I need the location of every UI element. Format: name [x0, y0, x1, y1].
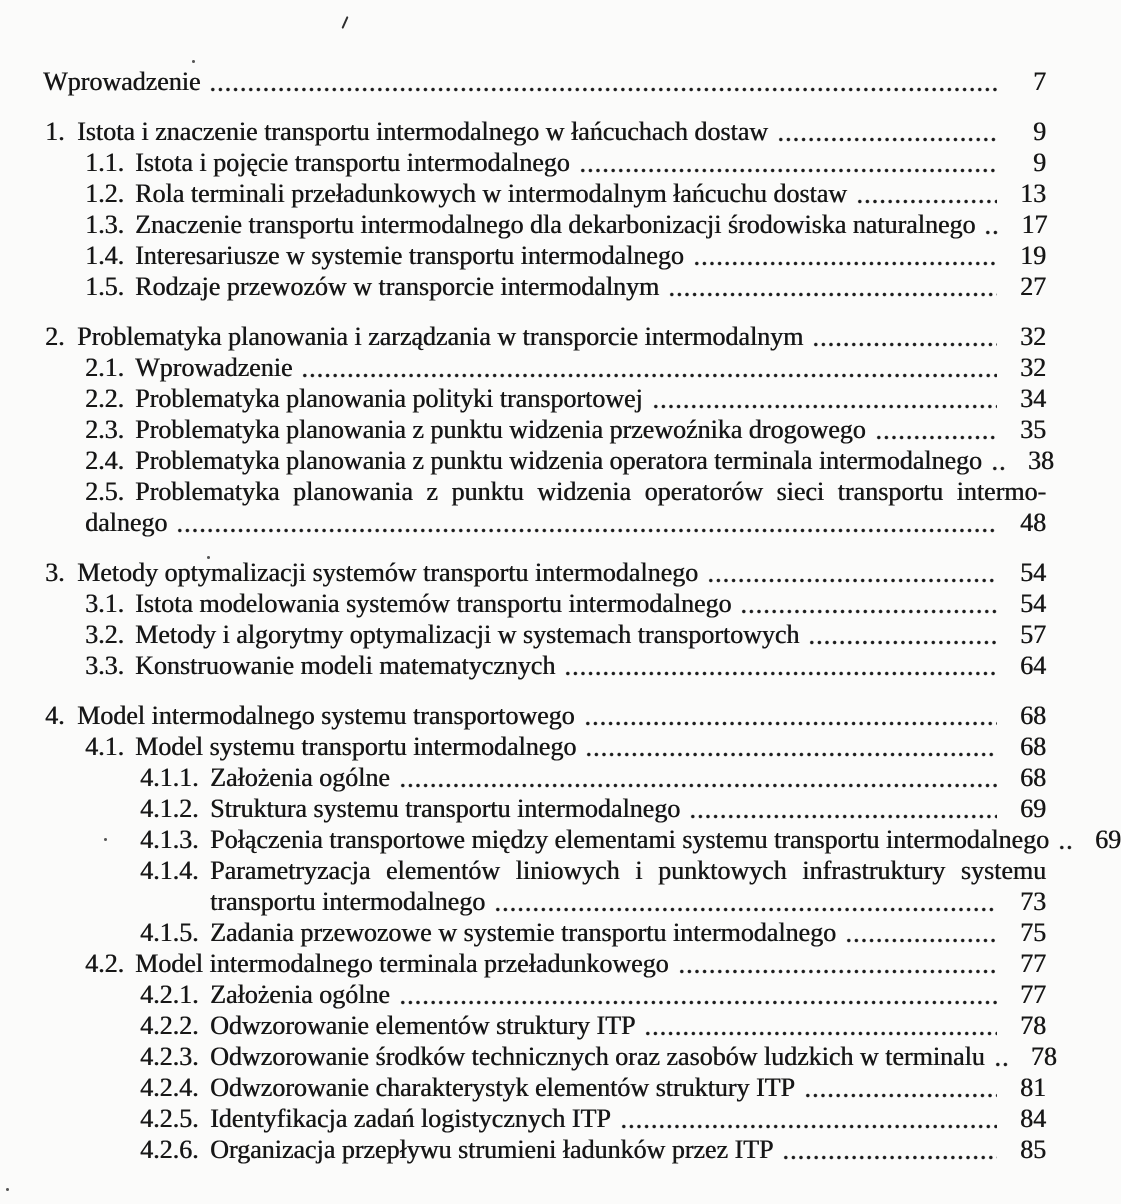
toc-entry-title: Znaczenie transportu intermodalnego dla dekarbonizacji środowiska naturalnego: [135, 210, 976, 239]
toc-entry-number: 2.2.: [85, 384, 124, 413]
dot-leader: [652, 403, 997, 410]
toc-entry: [43, 178, 1046, 209]
toc-entry: [43, 886, 1046, 917]
toc-entry-title: Model intermodalnego systemu transportowego: [77, 701, 575, 730]
toc-entry-title: Metody i algorytmy optymalizacji w systemach transportowych: [135, 620, 800, 649]
toc-entry-title: Założenia ogólne: [210, 980, 390, 1009]
toc-entry-page: 32: [1020, 353, 1046, 382]
toc-entry: [43, 1041, 1057, 1072]
toc-entry-page: 78: [1020, 1011, 1046, 1040]
toc-entry-number: 4.1.2.: [140, 794, 199, 823]
dot-leader: [1058, 844, 1072, 851]
toc-entry-page: 34: [1020, 384, 1046, 413]
dot-leader: [399, 782, 997, 789]
toc-entry: [43, 979, 1046, 1010]
toc-entry-number: 3.2.: [85, 620, 124, 649]
dot-leader: [209, 86, 997, 93]
dot-leader: [564, 670, 997, 677]
toc-entry-title: Parametryzacja elementów liniowych i punktowych infrastruktury systemu: [210, 856, 1046, 885]
dot-leader: [301, 372, 997, 379]
dot-leader: [812, 341, 997, 348]
toc-entry-page: 77: [1020, 980, 1046, 1009]
toc-entry: [43, 855, 1046, 886]
toc-entry-title: Odwzorowanie charakterystyk elementów struktury ITP: [210, 1073, 795, 1102]
toc-entry-title: Rola terminali przeładunkowych w intermodalnym łańcuchu dostaw: [135, 179, 847, 208]
toc-entry: [43, 240, 1046, 271]
toc-entry-page: 84: [1020, 1104, 1046, 1133]
toc-entry-title: Problematyka planowania z punktu widzenia operatorów sieci transportu intermo-: [135, 477, 1046, 506]
toc-entry-title: Odwzorowanie środków technicznych oraz zasobów ludzkich w terminalu: [210, 1042, 985, 1071]
toc-entry-number: 4.2.3.: [140, 1042, 199, 1071]
toc-entry-number: 4.2.1.: [140, 980, 199, 1009]
toc-entry: [43, 824, 1121, 855]
toc-entry-page: 78: [1030, 1042, 1057, 1071]
dot-leader: [644, 1030, 997, 1037]
toc-entry-page: 75: [1020, 918, 1046, 947]
toc-entry-number: 1.2.: [85, 179, 124, 208]
toc-entry: [43, 476, 1046, 507]
scan-speck: [192, 60, 195, 63]
dot-leader: [693, 260, 997, 267]
toc-entry-title: Metody optymalizacji systemów transportu intermodalnego: [77, 558, 698, 587]
toc-entry: [43, 507, 1046, 538]
toc-entry-page: 27: [1020, 272, 1046, 301]
toc-entry-page: 13: [1020, 179, 1046, 208]
toc-entry: [43, 383, 1046, 414]
toc-entry-number: 4.1.: [85, 732, 124, 761]
toc-entry-page: 32: [1020, 322, 1046, 351]
toc-entry-number: 4.1.5.: [140, 918, 199, 947]
toc-entry-number: 4.2.2.: [140, 1011, 199, 1040]
toc-entry: [43, 700, 1046, 731]
toc-entry-page: 64: [1020, 651, 1046, 680]
toc-entry-page: 17: [1021, 210, 1048, 239]
toc-entry-title: Problematyka planowania i zarządzania w transporcie intermodalnym: [77, 322, 804, 351]
dot-leader: [994, 1061, 1008, 1068]
toc-entry-title: Połączenia transportowe między elementami systemu transportu intermodalnego: [210, 825, 1049, 854]
toc-entry-page: 73: [1020, 887, 1046, 916]
dot-leader: [804, 1092, 997, 1099]
toc-entry-number: 4.1.1.: [140, 763, 199, 792]
toc-entry-page: 9: [1033, 148, 1046, 177]
toc-entry-page: 19: [1020, 241, 1046, 270]
toc-entry-number: 1.4.: [85, 241, 124, 270]
toc-entry-number: 1.5.: [85, 272, 124, 301]
toc-entry-title: Model systemu transportu intermodalnego: [135, 732, 577, 761]
toc-entry: [43, 1103, 1046, 1134]
toc-entry-page: 7: [1033, 67, 1046, 96]
toc-entry-page: 69: [1020, 794, 1046, 823]
toc-entry: [43, 762, 1046, 793]
toc-entry-page: 9: [1033, 117, 1046, 146]
toc-entry: [43, 445, 1054, 476]
toc-entry-number: 3.3.: [85, 651, 124, 680]
dot-leader: [620, 1123, 997, 1130]
dot-leader: [399, 999, 997, 1006]
toc-entry: [43, 1072, 1046, 1103]
toc-entry-number: 1.: [45, 117, 65, 146]
toc-entry-title: Zadania przewozowe w systemie transportu intermodalnego: [210, 918, 836, 947]
toc-entry-number: 4.1.4.: [140, 856, 199, 885]
toc-entry: [43, 1134, 1046, 1165]
toc-entry-page: 57: [1020, 620, 1046, 649]
toc-entry-page: 35: [1020, 415, 1046, 444]
toc-entry: [43, 557, 1046, 588]
toc-entry-page: 54: [1020, 558, 1046, 587]
dot-leader: [845, 937, 997, 944]
toc-entry-title: Istota i znaczenie transportu intermodalnego w łańcuchach dostaw: [77, 117, 768, 146]
dot-leader: [991, 465, 1005, 472]
toc-entry-page: 77: [1020, 949, 1046, 978]
dot-leader: [579, 167, 997, 174]
toc-entry: [43, 731, 1046, 762]
toc-entry-number: 2.5.: [85, 477, 124, 506]
dot-leader: [494, 906, 997, 913]
dot-leader: [777, 136, 997, 143]
toc-entry-number: 1.3.: [85, 210, 124, 239]
toc-entry-number: 2.4.: [85, 446, 124, 475]
toc-entry-number: 2.1.: [85, 353, 124, 382]
toc-entry-title: Problematyka planowania polityki transportowej: [135, 384, 643, 413]
dot-leader: [808, 639, 997, 646]
toc-entry-title: Założenia ogólne: [210, 763, 390, 792]
dot-leader: [678, 968, 997, 975]
toc-entry-title: Struktura systemu transportu intermodalnego: [210, 794, 681, 823]
toc-entry-page: 81: [1020, 1073, 1046, 1102]
toc-entry-number: 2.3.: [85, 415, 124, 444]
toc-entry: [43, 619, 1046, 650]
toc-entry-title: Interesariusze w systemie transportu intermodalnego: [135, 241, 684, 270]
toc-entry-title: Wprowadzenie: [43, 67, 201, 96]
toc-entry: [43, 793, 1046, 824]
toc-entry: [43, 321, 1046, 352]
toc-entry-page: 85: [1020, 1135, 1046, 1164]
dot-leader: [584, 720, 997, 727]
dot-leader: [740, 608, 997, 615]
toc-entry-title: Istota modelowania systemów transportu intermodalnego: [135, 589, 732, 618]
toc-entry-title: transportu intermodalnego: [210, 887, 486, 916]
dot-leader: [856, 198, 997, 205]
toc-entry-title: Wprowadzenie: [135, 353, 293, 382]
toc-entry-title: dalnego: [85, 508, 168, 537]
toc-entry-title: Odwzorowanie elementów struktury ITP: [210, 1011, 636, 1040]
toc-entry-page: 68: [1020, 701, 1046, 730]
dot-leader: [782, 1154, 997, 1161]
dot-leader: [984, 229, 998, 236]
toc-entry: [43, 209, 1046, 240]
toc-entry: [43, 948, 1046, 979]
toc-entry: [43, 917, 1046, 948]
toc-entry-number: 2.: [45, 322, 65, 351]
toc-entry-page: 54: [1020, 589, 1046, 618]
toc-entry-page: 69: [1094, 825, 1121, 854]
toc-entry: [43, 414, 1046, 445]
toc-entry-title: Konstruowanie modeli matematycznych: [135, 651, 556, 680]
toc-entry-title: Model intermodalnego terminala przeładunkowego: [135, 949, 669, 978]
toc-entry-number: 3.: [45, 558, 65, 587]
toc-entry: [43, 66, 1046, 97]
toc-entry-page: 68: [1020, 732, 1046, 761]
toc-entry: [43, 147, 1046, 178]
dot-leader: [707, 577, 997, 584]
toc-entry-number: 4.2.4.: [140, 1073, 199, 1102]
toc-entry-page: 38: [1027, 446, 1054, 475]
scan-speck: [6, 1188, 9, 1191]
toc-entry-title: Istota i pojęcie transportu intermodalnego: [135, 148, 570, 177]
toc-entry-title: Rodzaje przewozów w transporcie intermodalnym: [135, 272, 660, 301]
toc-entry-number: 4.2.6.: [140, 1135, 199, 1164]
toc-entry-title: Problematyka planowania z punktu widzenia przewoźnika drogowego: [135, 415, 866, 444]
toc-entry: [43, 352, 1046, 383]
toc-entry-title: Identyfikacja zadań logistycznych ITP: [210, 1104, 611, 1133]
toc-entry-page: 48: [1020, 508, 1046, 537]
toc-entry: [43, 116, 1046, 147]
toc-entry-number: 4.: [45, 701, 65, 730]
toc-entry-title: Problematyka planowania z punktu widzenia operatora terminala intermodalnego: [135, 446, 982, 475]
toc-entry: [43, 1010, 1046, 1041]
dot-leader: [689, 813, 997, 820]
toc-entry-page: 68: [1020, 763, 1046, 792]
dot-leader: [668, 291, 997, 298]
table-of-contents: [43, 66, 1121, 1165]
toc-entry-title: Organizacja przepływu strumieni ładunków przez ITP: [210, 1135, 774, 1164]
dot-leader: [585, 751, 997, 758]
toc-entry-number: 4.2.5.: [140, 1104, 199, 1133]
toc-entry: [43, 271, 1046, 302]
toc-entry-number: 4.2.: [85, 949, 124, 978]
toc-entry-number: 3.1.: [85, 589, 124, 618]
toc-entry: [43, 650, 1046, 681]
dot-leader: [176, 527, 997, 534]
scan-slash-mark: [341, 16, 348, 29]
toc-entry-number: 1.1.: [85, 148, 124, 177]
toc-entry: [43, 588, 1046, 619]
toc-entry-number: 4.1.3.: [140, 825, 199, 854]
dot-leader: [875, 434, 997, 441]
